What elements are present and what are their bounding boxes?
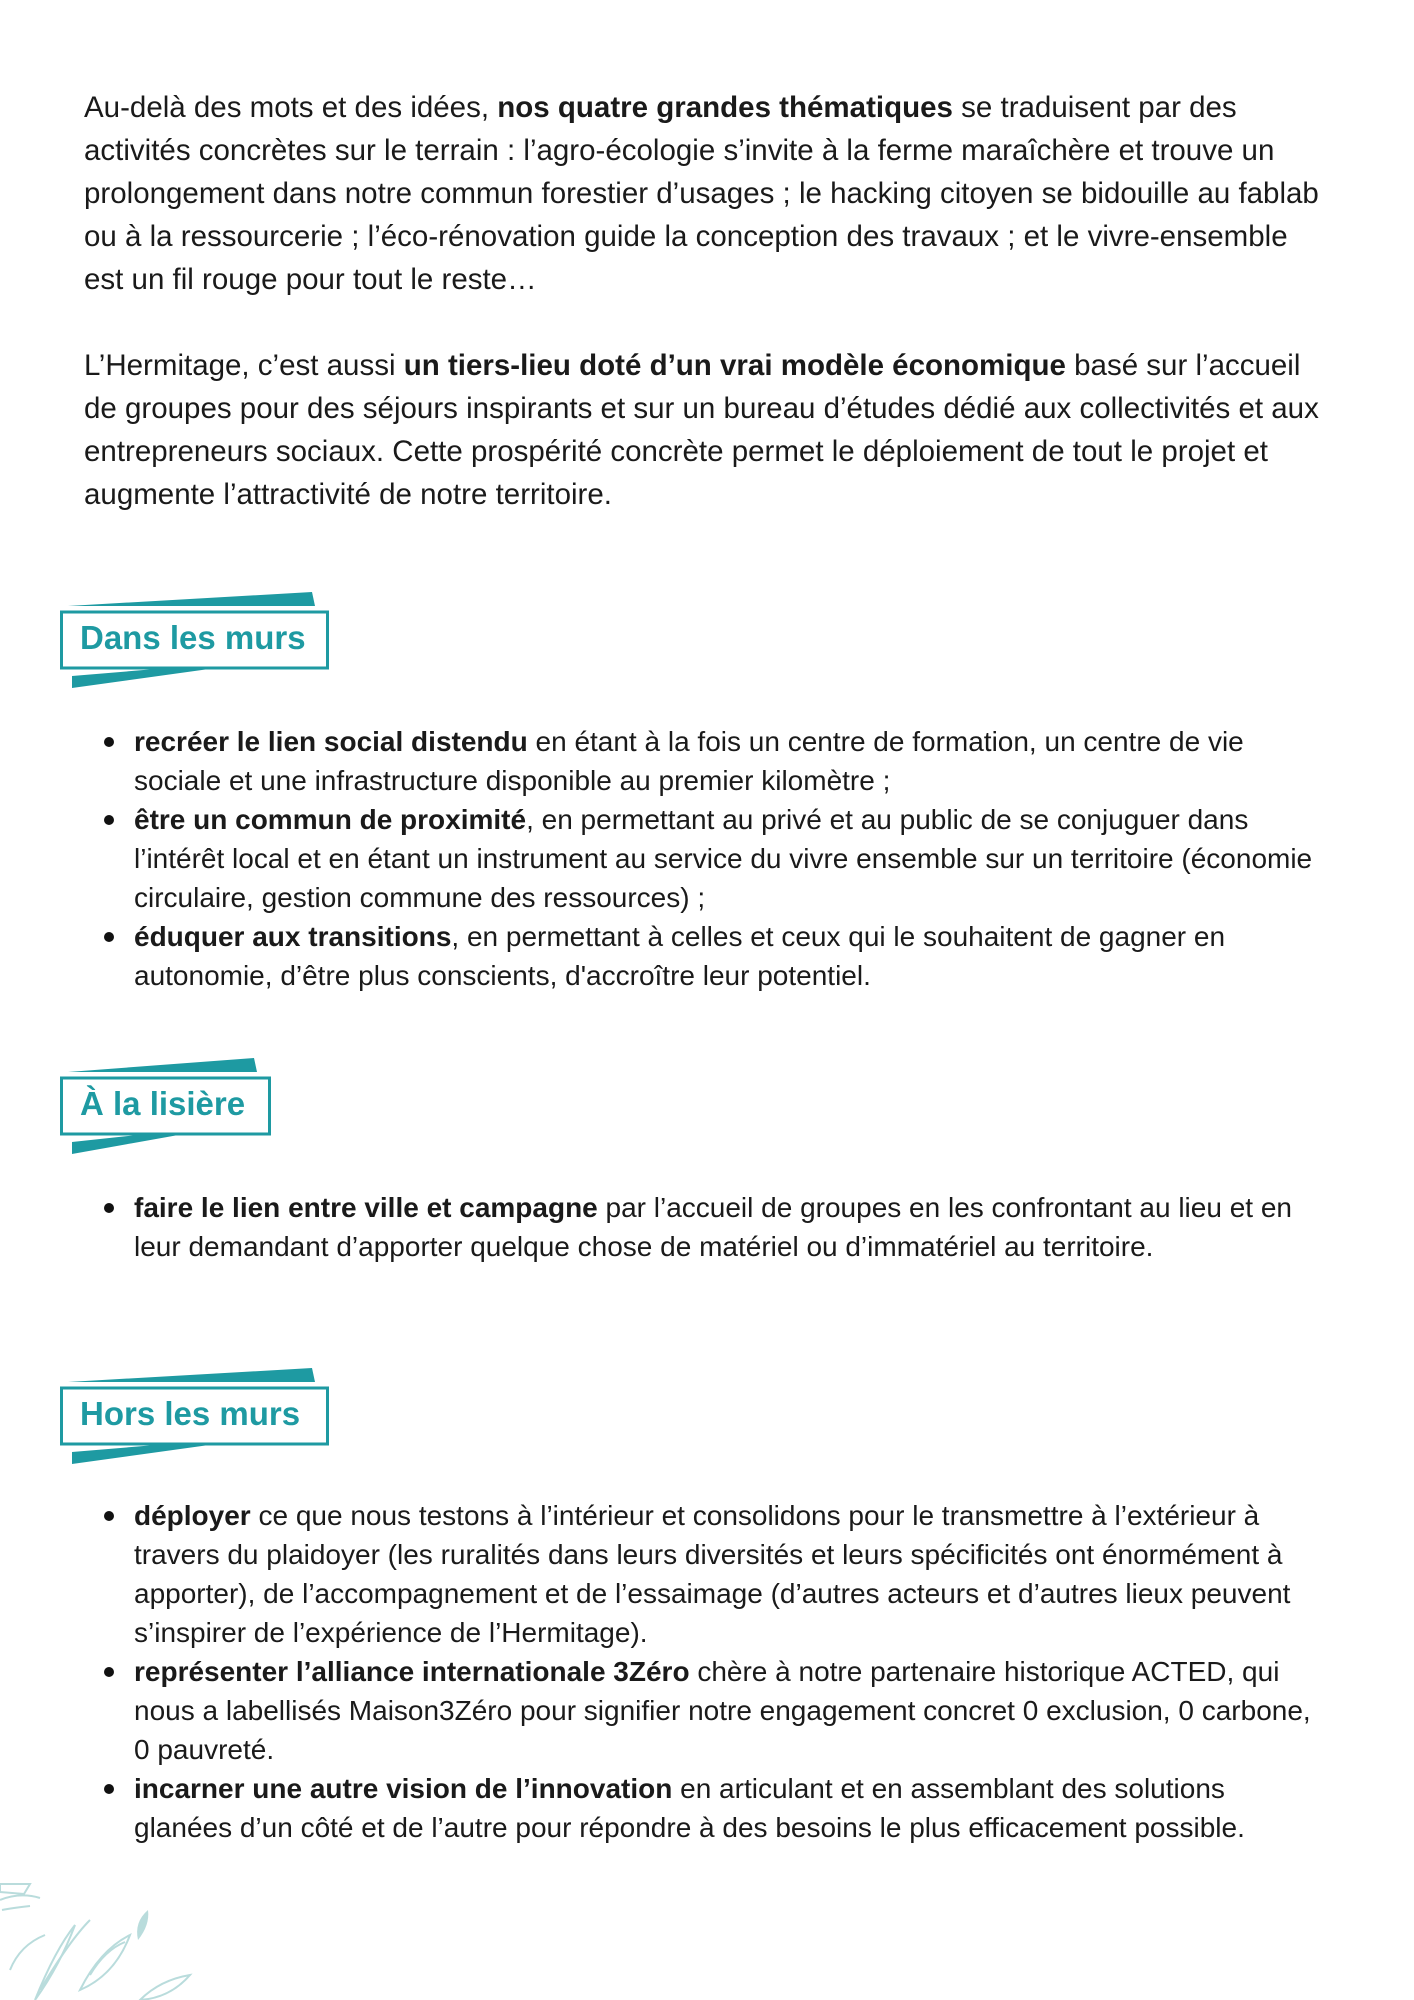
list-item-emphasis: faire le lien entre ville et campagne [134,1192,598,1223]
intro-paragraph-2 [84,344,1334,516]
section-heading-label: Hors les murs [80,1395,301,1432]
bullet-dot [104,1511,114,1521]
intro-paragraph-1 [84,86,1334,301]
list-item [100,1496,1330,1652]
bullet-dot [104,932,114,942]
bullet-dot [104,815,114,825]
intro-p1-emphasis: nos quatre grandes thématiques [497,91,953,124]
section-heading-label: Dans les murs [80,619,306,656]
list-item-text: en étant à la fois un centre de formation, un centre de vie sociale et une infrastructure disponible au premier kilomètre ; [134,726,1244,796]
list-item [100,722,1330,800]
list-item-emphasis: éduquer aux transitions [134,921,452,952]
intro-p1-text-end: se traduisent par des activités concrètes sur le terrain : l’agro-écologie s’invite à la ferme maraîchère et trouve un prolongement dans notre commun forestier d’usages ; le hacking citoyen se bidouille au fablab ou à la ressourcerie ; l’éco-rénovation guide la conception des travaux ; et le vivre-ensemble est un fil rouge pour tout le reste… [84,91,1319,296]
section-list-dans-les-murs [100,722,1330,995]
list-item-text: , en permettant au privé et au public de se conjuguer dans l’intérêt local et en étant un instrument au service du vivre ensemble sur un territoire (économie circulaire, gestion commune des ressources) ; [134,804,1313,913]
list-item-emphasis: recréer le lien social distendu [134,726,528,757]
intro-p2-text-start: L’Hermitage, c’est aussi [84,349,404,382]
bullet-dot [104,1667,114,1677]
intro-p1-text-start: Au-delà des mots et des idées, [84,91,498,124]
list-item-text: par l’accueil de groupes en les confrontant au lieu et en leur demandant d’apporter quelque chose de matériel ou d’immatériel au territoire. [134,1192,1292,1262]
intro-p2-text-end: basé sur l’accueil de groupes pour des séjours inspirants et sur un bureau d’études dédié aux collectivités et aux entrepreneurs sociaux. Cette prospérité concrète permet le déploiement de tout le projet et augmente l’attractivité de notre territoire. [84,349,1319,511]
list-item [100,1769,1330,1847]
list-item [100,800,1330,917]
list-item-emphasis: représenter l’alliance internationale 3Zéro [134,1656,690,1687]
list-item-text: chère à notre partenaire historique ACTED, qui nous a labellisés Maison3Zéro pour signifier notre engagement concret 0 exclusion, 0 carbone, 0 pauvreté. [134,1656,1311,1765]
list-item-emphasis: être un commun de proximité [134,804,527,835]
list-item [100,917,1330,995]
intro-p2-emphasis: un tiers-lieu doté d’un vrai modèle économique [403,349,1066,382]
list-item-text: en articulant et en assemblant des solutions glanées d’un côté et de l’autre pour répondre à des besoins le plus efficacement possible. [134,1773,1245,1843]
list-item [100,1188,1330,1266]
bullet-dot [104,737,114,747]
leaf-branch-icon [0,1880,220,2000]
section-list-hors-les-murs [100,1496,1330,1847]
list-item-text: ce que nous testons à l’intérieur et consolidons pour le transmettre à l’extérieur à travers du plaidoyer (les ruralités dans leurs diversités et leurs spécificités ont énormément à apporter), de l’accompagnement et de l’essaimage (d’autres acteurs et d’autres lieux peuvent s’inspirer de l’expérience de l’Hermitage). [134,1500,1291,1648]
list-item-emphasis: déployer [134,1500,251,1531]
list-item-text: , en permettant à celles et ceux qui le souhaitent de gagner en autonomie, d’être plus conscients, d'accroître leur potentiel. [134,921,1226,991]
bullet-dot [104,1203,114,1213]
section-heading-label: À la lisière [80,1085,246,1122]
list-item [100,1652,1330,1769]
section-list-a-la-lisiere [100,1188,1330,1266]
list-item-emphasis: incarner une autre vision de l’innovation [134,1773,673,1804]
bullet-dot [104,1784,114,1794]
